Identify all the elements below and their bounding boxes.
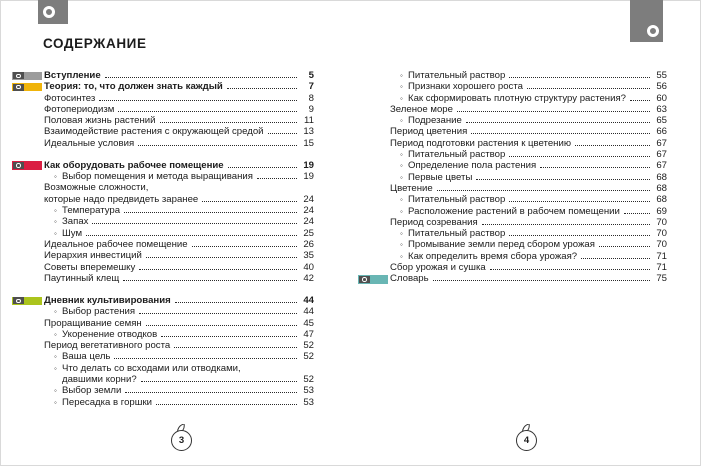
toc-entry-title: Цветение	[390, 182, 433, 194]
sub-bullet-icon: ◦	[400, 71, 403, 80]
toc-page-number: 24	[303, 205, 314, 217]
toc-page-number: 5	[308, 70, 314, 81]
toc-entry	[44, 262, 314, 273]
toc-page-number: 13	[303, 126, 314, 138]
toc-entry	[44, 70, 314, 81]
toc-entry-title: Дневник культивирования	[44, 294, 171, 306]
dot-leader	[114, 358, 297, 359]
dot-leader	[118, 111, 297, 112]
sub-bullet-icon: ◦	[54, 363, 57, 373]
toc-page-number: 42	[303, 272, 314, 284]
toc-page-number: 68	[656, 194, 667, 206]
toc-entry	[44, 115, 314, 126]
dot-leader	[257, 178, 297, 179]
toc-entry-title: Фотопериодизм	[44, 103, 115, 115]
toc-entry-title: Зеленое море	[390, 103, 453, 115]
sub-bullet-icon: ◦	[54, 228, 57, 238]
circle-ring-icon	[43, 6, 55, 18]
toc-page-number: 75	[656, 273, 667, 285]
dot-leader	[227, 88, 297, 89]
toc-page-number: 56	[656, 81, 667, 93]
toc-entry-title: Фотосинтез	[44, 92, 96, 104]
dot-leader	[581, 258, 650, 259]
toc-entry	[390, 160, 667, 171]
chapter-corner-icon-left	[38, 0, 68, 24]
toc-entry	[390, 228, 667, 239]
dot-leader	[99, 100, 297, 101]
page-number: 3	[171, 430, 192, 451]
dot-leader	[192, 246, 297, 247]
dot-leader	[175, 302, 297, 303]
toc-page-number: 63	[656, 103, 667, 115]
dot-leader	[86, 235, 297, 236]
toc-entry	[390, 93, 667, 104]
section-marker-teal	[358, 275, 388, 284]
toc-entry	[390, 126, 667, 137]
toc-page-number: 68	[656, 182, 667, 194]
toc-entry	[44, 295, 314, 306]
toc-entry-title: Выбор помещения и метода выращивания	[62, 171, 253, 183]
toc-entry-title: Вступление	[44, 70, 101, 81]
toc-entry-title: Подрезание	[408, 115, 462, 127]
toc-entry	[44, 182, 314, 193]
toc-page-number: 71	[656, 250, 667, 262]
toc-page-number: 67	[656, 149, 667, 161]
circle-ring-icon	[647, 25, 659, 37]
dot-leader	[540, 167, 650, 168]
dot-leader	[139, 269, 297, 270]
toc-entry-title: Шум	[62, 227, 83, 239]
toc-page-number: 11	[304, 115, 314, 127]
dot-leader	[509, 235, 650, 236]
toc-entry-title: Пересадка в горшки	[62, 396, 153, 408]
dot-leader	[527, 88, 650, 89]
dot-leader	[146, 325, 297, 326]
chapter-corner-icon-right	[630, 0, 663, 42]
toc-entry-title: Период вегетативного роста	[44, 340, 171, 352]
toc-page-number: 7	[308, 81, 314, 93]
dot-leader	[476, 179, 650, 180]
dot-leader	[433, 280, 650, 281]
sub-bullet-icon: ◦	[54, 397, 57, 407]
toc-page-number: 65	[656, 115, 667, 127]
dot-leader	[482, 224, 650, 225]
toc-entry-title: Как сформировать плотную структуру растения?	[408, 92, 626, 104]
toc-entry	[44, 329, 314, 340]
toc-entry-title: Советы вперемешку	[44, 261, 136, 273]
toc-page-number: 69	[656, 205, 667, 217]
toc-entry-title: Теория: то, что должен знать каждый	[44, 81, 223, 93]
marker-ring-icon	[13, 162, 24, 169]
sub-bullet-icon: ◦	[54, 329, 57, 339]
dot-leader	[457, 111, 650, 112]
marker-ring-icon	[13, 84, 24, 91]
toc-page-number: 67	[656, 160, 667, 172]
toc-entry	[390, 81, 667, 92]
toc-page-number: 52	[303, 351, 314, 363]
toc-entry-title: Первые цветы	[408, 171, 473, 183]
toc-entry	[44, 93, 314, 104]
dot-leader	[156, 404, 297, 405]
toc-entry	[44, 126, 314, 137]
sub-bullet-icon: ◦	[400, 240, 403, 250]
sub-bullet-icon: ◦	[54, 307, 57, 317]
dot-leader	[268, 133, 297, 134]
toc-entry-title: Признаки хорошего роста	[408, 81, 523, 93]
toc-page-number: 26	[303, 238, 314, 250]
toc-page-number: 53	[303, 385, 314, 397]
toc-entry-title: Питательный раствор	[408, 194, 506, 206]
toc-page-number: 55	[656, 70, 667, 81]
toc-page-number: 70	[656, 239, 667, 251]
toc-entry	[44, 351, 314, 362]
toc-page-number: 44	[303, 306, 314, 318]
toc-page-number: 35	[303, 250, 314, 262]
sub-bullet-icon: ◦	[400, 229, 403, 239]
dot-leader	[125, 392, 297, 393]
toc-page-number: 70	[656, 228, 667, 240]
dot-leader	[174, 347, 297, 348]
toc-entry	[44, 340, 314, 351]
toc-page-number: 45	[303, 317, 314, 329]
toc-entry-title: Укоренение отводков	[62, 328, 158, 340]
toc-entry-title: Запах	[62, 216, 89, 228]
toc-entry-title: Возможные сложности,	[44, 182, 149, 194]
sub-bullet-icon: ◦	[400, 116, 403, 126]
toc-entry-title: давшими корни?	[62, 374, 137, 386]
toc-entry	[390, 239, 667, 250]
toc-page-number: 71	[656, 262, 667, 274]
sub-bullet-icon: ◦	[54, 172, 57, 182]
marker-ring-icon	[13, 297, 24, 304]
toc-entry-title: Расположение растений в рабочем помещении	[408, 205, 620, 217]
dot-leader	[124, 212, 297, 213]
sub-bullet-icon: ◦	[54, 217, 57, 227]
marker-ring-icon	[13, 72, 24, 79]
toc-entry-title: Словарь	[390, 273, 429, 285]
toc-entry	[390, 70, 667, 81]
toc-page-number: 24	[303, 193, 314, 205]
sub-bullet-icon: ◦	[400, 172, 403, 182]
toc-left-column	[44, 70, 314, 408]
toc-entry	[390, 217, 667, 228]
toc-entry	[44, 216, 314, 227]
dot-leader	[141, 381, 297, 382]
section-marker-red	[12, 161, 42, 170]
dot-leader	[105, 77, 297, 78]
toc-entry	[390, 149, 667, 160]
section-marker-green	[12, 297, 42, 306]
dot-leader	[160, 122, 298, 123]
page-number-badge-left	[169, 424, 197, 454]
toc-entry	[44, 273, 314, 284]
dot-leader	[139, 313, 297, 314]
dot-leader	[624, 213, 650, 214]
toc-entry-title: Период созревания	[390, 216, 478, 228]
toc-entry-title: Ваша цель	[62, 351, 111, 363]
toc-page-number: 47	[303, 328, 314, 340]
dot-leader	[509, 201, 650, 202]
page-title: СОДЕРЖАНИЕ	[43, 36, 147, 51]
toc-page-number: 68	[656, 171, 667, 183]
dot-leader	[630, 100, 650, 101]
toc-entry	[390, 183, 667, 194]
toc-entry-title: Как определить время сбора урожая?	[408, 250, 578, 262]
dot-leader	[92, 223, 297, 224]
toc-entry-title: Идеальные условия	[44, 137, 135, 149]
toc-entry	[44, 306, 314, 317]
sub-bullet-icon: ◦	[400, 206, 403, 216]
dot-leader	[437, 190, 650, 191]
sub-bullet-icon: ◦	[400, 195, 403, 205]
toc-entry-title: Половая жизнь растений	[44, 115, 156, 127]
toc-entry	[44, 104, 314, 115]
toc-entry-title: Питательный раствор	[408, 228, 506, 240]
toc-page-number: 8	[308, 92, 314, 104]
toc-entry	[44, 205, 314, 216]
toc-entry-title: Промывание земли перед сбором урожая	[408, 239, 595, 251]
dot-leader	[471, 133, 650, 134]
dot-leader	[490, 269, 650, 270]
toc-entry	[44, 194, 314, 205]
toc-entry	[44, 171, 314, 182]
toc-entry	[390, 104, 667, 115]
toc-page-number: 66	[656, 126, 667, 138]
dot-leader	[599, 246, 650, 247]
toc-entry	[390, 194, 667, 205]
dot-leader	[146, 257, 297, 258]
sub-bullet-icon: ◦	[54, 206, 57, 216]
toc-entry-title: Иерархия инвестиций	[44, 250, 142, 262]
toc-entry-title: Выбор земли	[62, 385, 122, 397]
toc-entry	[390, 262, 667, 273]
toc-entry-title: Идеальное рабочее помещение	[44, 238, 188, 250]
sub-bullet-icon: ◦	[400, 150, 403, 160]
sub-bullet-icon: ◦	[400, 82, 403, 92]
toc-entry	[44, 138, 314, 149]
toc-entry	[44, 374, 314, 385]
toc-page-number: 24	[303, 216, 314, 228]
dot-leader	[466, 122, 650, 123]
toc-entry-title: Период цветения	[390, 126, 468, 138]
toc-page-number: 60	[656, 92, 667, 104]
toc-entry-title: которые надо предвидеть заранее	[44, 193, 199, 205]
toc-page-number: 40	[303, 261, 314, 273]
toc-entry	[390, 172, 667, 183]
toc-entry	[44, 318, 314, 329]
toc-entry-title: Питательный раствор	[408, 149, 506, 161]
dot-leader	[228, 167, 297, 168]
toc-entry	[44, 250, 314, 261]
toc-page-number: 9	[308, 103, 314, 115]
toc-entry-title: Как оборудовать рабочее помещение	[44, 159, 224, 171]
section-marker-gray	[12, 72, 42, 81]
toc-entry-title: Питательный раствор	[408, 70, 506, 81]
sub-bullet-icon: ◦	[54, 386, 57, 396]
section-marker-yellow	[12, 83, 42, 92]
toc-entry-title: Выбор растения	[62, 306, 136, 318]
toc-right-column	[390, 70, 667, 285]
toc-entry	[44, 385, 314, 396]
sub-bullet-icon: ◦	[400, 93, 403, 103]
toc-entry-title: Взаимодействие растения с окружающей средой	[44, 126, 264, 138]
toc-page-number: 67	[656, 137, 667, 149]
toc-page-number: 70	[656, 216, 667, 228]
marker-ring-icon	[359, 276, 370, 283]
dot-leader	[575, 145, 650, 146]
toc-entry	[390, 138, 667, 149]
dot-leader	[202, 201, 297, 202]
toc-page-number: 52	[303, 340, 314, 352]
toc-entry	[44, 239, 314, 250]
dot-leader	[509, 77, 650, 78]
dot-leader	[161, 336, 297, 337]
toc-entry-title: Что делать со всходами или отводками,	[62, 362, 241, 374]
sub-bullet-icon: ◦	[400, 251, 403, 261]
toc-entry	[44, 228, 314, 239]
dot-leader	[123, 280, 297, 281]
sub-bullet-icon: ◦	[400, 161, 403, 171]
toc-page-number: 52	[303, 374, 314, 386]
toc-page-number: 19	[303, 159, 314, 171]
page-number-badge-right	[514, 424, 542, 454]
toc-page-number: 15	[303, 137, 314, 149]
toc-entry-title: Паутинный клещ	[44, 272, 120, 284]
toc-entry-title: Температура	[62, 205, 121, 217]
toc-entry	[390, 115, 667, 126]
toc-entry	[44, 160, 314, 171]
toc-page-number: 44	[303, 294, 314, 306]
dot-leader	[509, 156, 650, 157]
dot-leader	[138, 145, 297, 146]
toc-entry-title: Определение пола растения	[408, 160, 537, 172]
toc-entry	[390, 206, 667, 217]
toc-entry	[44, 81, 314, 92]
toc-entry-title: Проращивание семян	[44, 317, 142, 329]
toc-entry	[44, 397, 314, 408]
toc-entry-title: Период подготовки растения к цветению	[390, 137, 572, 149]
toc-entry	[390, 273, 667, 284]
toc-entry	[44, 363, 314, 374]
toc-entry-title: Сбор урожая и сушка	[390, 262, 486, 274]
toc-page-number: 53	[303, 396, 314, 408]
sub-bullet-icon: ◦	[54, 352, 57, 362]
page-number: 4	[516, 430, 537, 451]
toc-page-number: 19	[303, 171, 314, 183]
toc-page-number: 25	[303, 227, 314, 239]
toc-entry	[390, 251, 667, 262]
